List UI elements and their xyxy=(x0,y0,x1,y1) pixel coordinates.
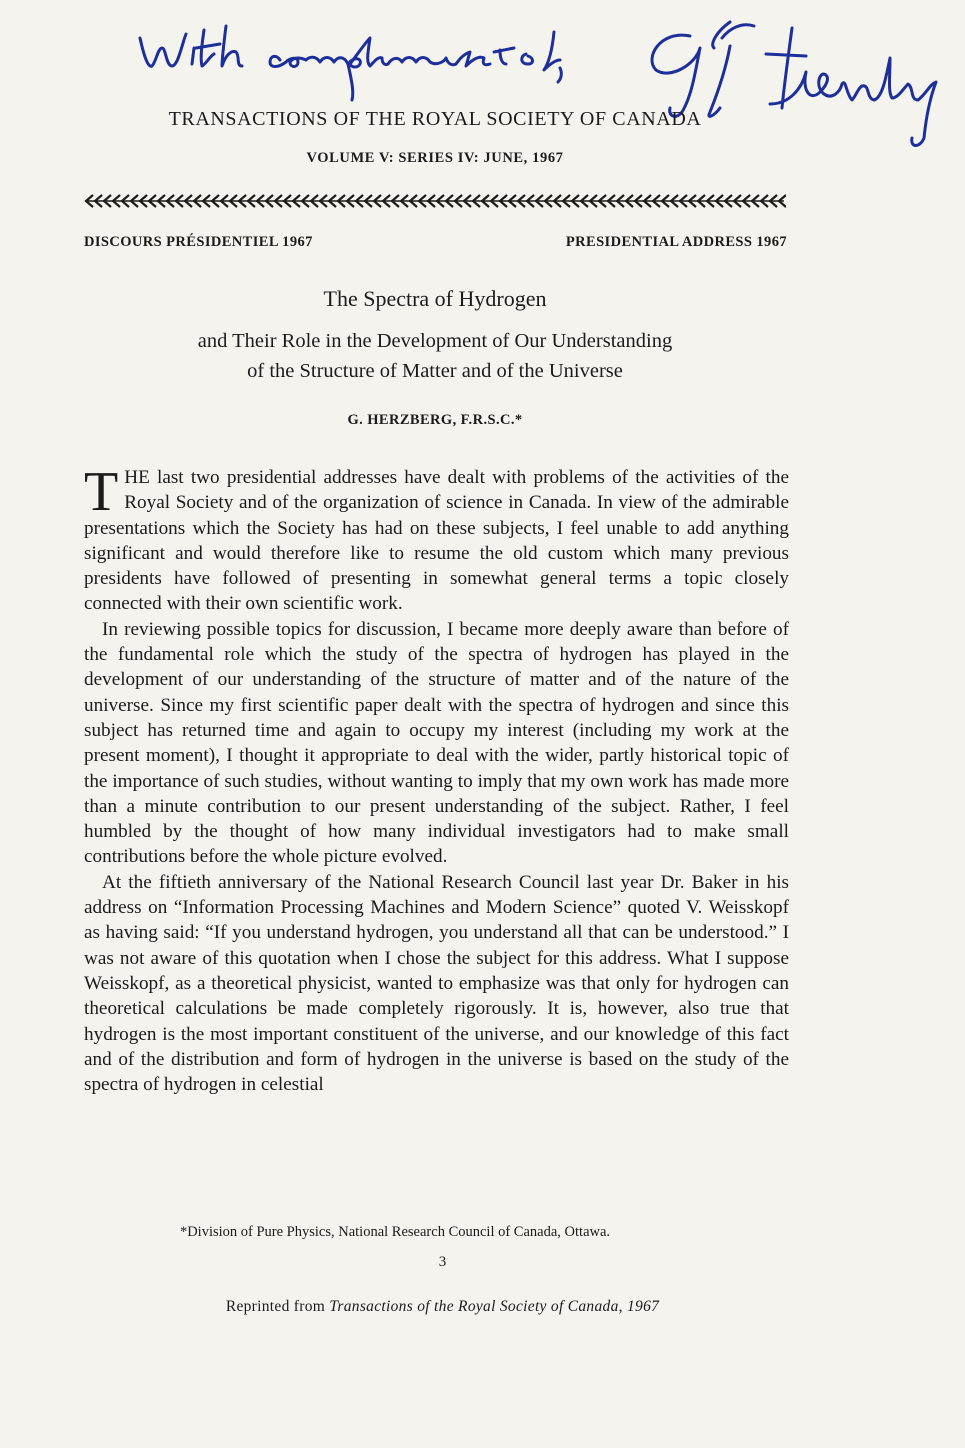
article-title: The Spectra of Hydrogen xyxy=(323,286,547,311)
drop-cap: T xyxy=(84,461,119,523)
footnote: *Division of Pure Physics, National Research Council of Canada, Ottawa. xyxy=(179,1224,611,1240)
address-label-french: DISCOURS PRÉSIDENTIEL 1967 xyxy=(84,234,313,250)
paragraph-text: HE last two presidential addresses have dealt with problems of the activities of the Royal Society and of the organization of science in Canada. In view of the admirable presentations which the Society has had on these subjects, I feel unable to add anything significant and would therefore like to resume the old custom which many previous presidents have followed of presenting in somewhat general terms a topic closely connected with their own scientific work. xyxy=(84,467,789,615)
handwritten-signature xyxy=(130,8,950,158)
paragraph: In reviewing possible topics for discussion, I became more deeply aware than before of the fundamental role which the study of the spectra of hydrogen has played in the development of our understanding of the structure of matter and of the nature of the universe. Since my first scientific paper dealt with the spectra of hydrogen and since this subject has returned time and again to occupy my interest (including my work at the present moment), I thought it appropriate to deal with the wider, partly historical topic of the importance of such studies, without wanting to imply that my own work has made more than a minute contribution to our present understanding of the subject. Rather, I feel humbled by the thought of how many individual investigators had to make small contributions before the whole picture evolved. xyxy=(84,618,789,868)
subtitle-line: and Their Role in the Development of Our Understanding xyxy=(197,330,673,352)
article-subtitle xyxy=(84,326,786,386)
author-byline: G. HERZBERG, F.R.S.C.* xyxy=(347,412,523,428)
page-number: 3 xyxy=(438,1254,447,1270)
reprint-notice xyxy=(0,1298,885,1316)
paragraph xyxy=(84,461,789,617)
reprint-prefix: Reprinted from xyxy=(225,1298,330,1315)
article-body xyxy=(84,461,789,1097)
paragraph: At the fiftieth anniversary of the National Research Council last year Dr. Baker in his address on “Information Processing Machines and Modern Science” quoted V. Weisskopf as having said: “If you understand hydrogen, you understand all that can be understood.” I was not aware of this quotation when I chose the subject for this address. What I suppose Weisskopf, as a theoretical physicist, wanted to emphasize was that only for hydrogen can theoretical calculations be made completely rigorously. It is, however, also true that hydrogen is the most important constituent of the universe, and our knowledge of this fact and of the distribution and form of hydrogen in the universe is based on the study of the spectra of hydrogen in celestial xyxy=(84,871,789,1096)
subtitle-line: of the Structure of Matter and of the Universe xyxy=(247,360,623,382)
decorative-rule xyxy=(84,193,786,209)
reprint-source: Transactions of the Royal Society of Canada, 1967 xyxy=(329,1298,660,1315)
address-label-english: PRESIDENTIAL ADDRESS 1967 xyxy=(565,234,787,250)
journal-title: TRANSACTIONS OF THE ROYAL SOCIETY OF CANADA xyxy=(168,108,702,130)
chevron-border-icon xyxy=(84,193,786,209)
signature-drawing xyxy=(130,8,950,158)
volume-line: VOLUME V: SERIES IV: JUNE, 1967 xyxy=(306,150,564,166)
